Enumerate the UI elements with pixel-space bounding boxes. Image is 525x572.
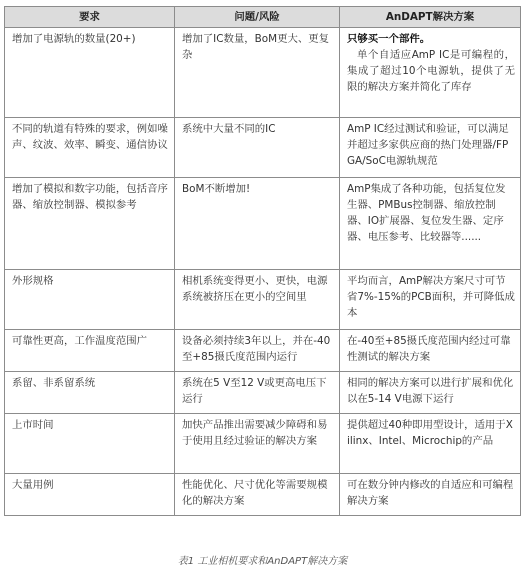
solution-cell xyxy=(340,28,521,118)
risk-cell: 系统在5 V至12 V或更高电压下运行 xyxy=(175,372,340,414)
solution-cell xyxy=(340,372,521,414)
requirement-cell: 可靠性更高，工作温度范围广 xyxy=(5,330,175,372)
table-row xyxy=(5,118,521,178)
solution-cell xyxy=(340,330,521,372)
requirements-table xyxy=(4,6,521,516)
risk-cell: BoM不断增加! xyxy=(175,178,340,270)
solution-text: 提供超过40种即用型设计，适用于Xilinx、Intel、Microchip的产品 xyxy=(347,419,513,447)
risk-cell: 性能优化、尺寸优化等需要规模化的解决方案 xyxy=(175,474,340,516)
requirement-cell: 大量用例 xyxy=(5,474,175,516)
table-row xyxy=(5,414,521,474)
risk-cell: 相机系统变得更小、更快，电源系统被挤压在更小的空间里 xyxy=(175,270,340,330)
risk-cell: 增加了IC数量，BoM更大、更复杂 xyxy=(175,28,340,118)
solution-cell xyxy=(340,414,521,474)
table-row xyxy=(5,270,521,330)
table-row xyxy=(5,28,521,118)
risk-cell: 加快产品推出需要减少障碍和易于使用且经过验证的解决方案 xyxy=(175,414,340,474)
requirement-cell: 不同的轨道有特殊的要求，例如噪声、纹波、效率、瞬变、通信协议 xyxy=(5,118,175,178)
solution-cell xyxy=(340,270,521,330)
solution-text: 平均而言，AmP解决方案尺寸可节省7%-15%的PCB面积，并可降低成本 xyxy=(347,275,515,319)
solution-text: 可在数分钟内修改的自适应和可编程解决方案 xyxy=(347,479,514,507)
solution-cell xyxy=(340,474,521,516)
solution-text: 相同的解决方案可以进行扩展和优化以在5-14 V电源下运行 xyxy=(347,377,514,405)
solution-cell xyxy=(340,118,521,178)
document-body xyxy=(4,6,520,516)
requirement-cell: 增加了模拟和数字功能，包括音序器、缩放控制器、模拟参考 xyxy=(5,178,175,270)
requirement-cell: 增加了电源轨的数量(20+) xyxy=(5,28,175,118)
table-row xyxy=(5,330,521,372)
requirement-cell: 上市时间 xyxy=(5,414,175,474)
solution-text: AmP集成了各种功能，包括复位发生器、PMBus控制器、缩放控制器、IO扩展器、复位发生器、定序器、电压参考、比较器等...... xyxy=(347,183,506,243)
header-risk: 问题/风险 xyxy=(175,7,340,28)
table-header-row xyxy=(5,7,521,28)
header-solution: AnDAPT解决方案 xyxy=(340,7,521,28)
table-row xyxy=(5,178,521,270)
table-caption: 表1 工业相机要求和AnDAPT解决方案 xyxy=(177,556,348,567)
requirement-cell: 外形规格 xyxy=(5,270,175,330)
header-requirement: 要求 xyxy=(5,7,175,28)
solution-cell xyxy=(340,178,521,270)
solution-text: 在-40至+85摄氏度范围内经过可靠性测试的解决方案 xyxy=(347,335,511,363)
risk-cell: 系统中大量不同的IC xyxy=(175,118,340,178)
risk-cell: 设备必须持续3年以上，并在-40至+85摄氏度范围内运行 xyxy=(175,330,340,372)
requirement-cell: 系留、非系留系统 xyxy=(5,372,175,414)
solution-lead: 只够买一个部件。 xyxy=(347,33,431,45)
solution-text: 单个自适应AmP IC是可编程的，集成了超过10个电源轨，提供了无限的解决方案并简化了库存 xyxy=(347,49,515,93)
table-row xyxy=(5,372,521,414)
solution-text: AmP IC经过测试和验证，可以满足并超过多家供应商的热门处理器/FPGA/SoC电源轨规范 xyxy=(347,123,509,167)
table-row xyxy=(5,474,521,516)
